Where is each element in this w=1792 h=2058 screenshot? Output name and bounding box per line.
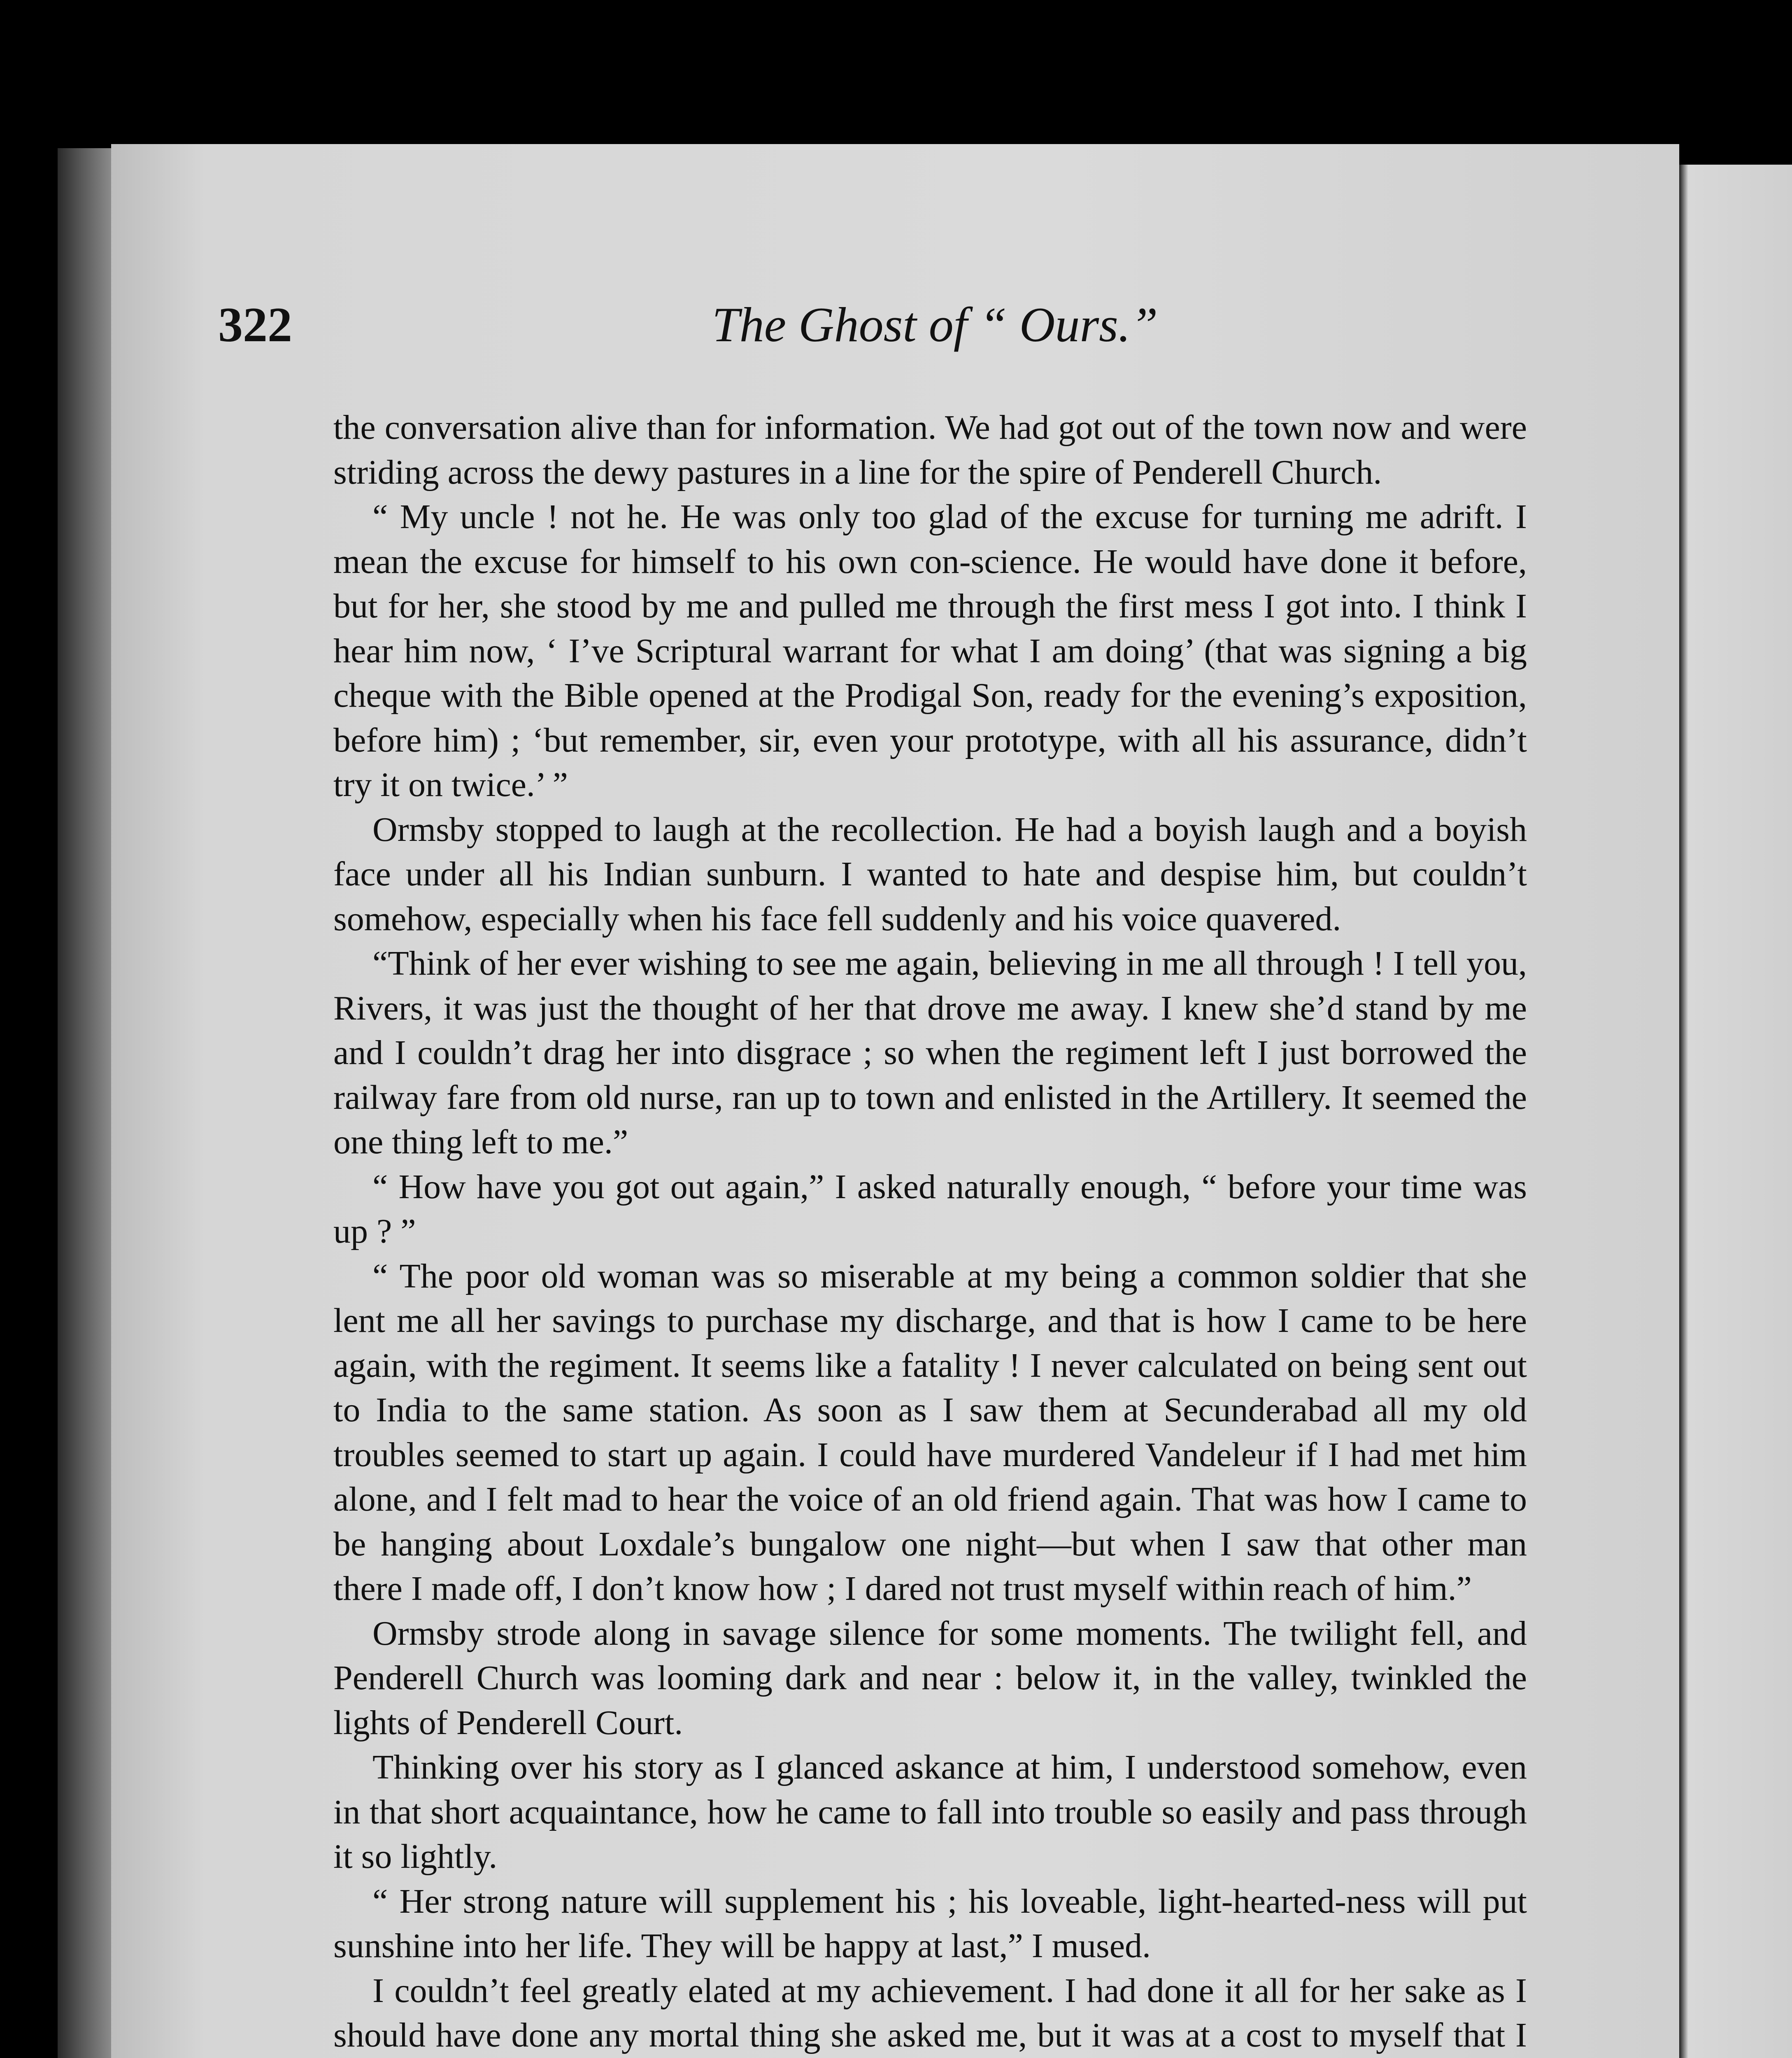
paragraph: Ormsby strode along in savage silence for some moments. The twilight fell, and Penderell Church was looming dark and near : below it, in the valley, twinkled the lights of Penderell Court.	[333, 1614, 1527, 1742]
paragraph: “ How have you got out again,” I asked naturally enough, “ before your time was up ? ”	[333, 1167, 1527, 1250]
paragraph: Thinking over his story as I glanced askance at him, I understood somehow, even in that short acquaintance, how he came to fall into trouble so easily and pass through it so lightly.	[333, 1748, 1527, 1876]
body-text	[333, 405, 1527, 2058]
paragraph: “ The poor old woman was so miserable at my being a common soldier that she lent me all her savings to purchase my discharge, and that is how I came to be here again, with the regiment. It seems like a fatality ! I never calculated on being sent out to India to the same station. As soon as I saw them at Secunderabad all my old troubles seemed to start up again. I could have murdered Vandeleur if I had met him alone, and I felt mad to hear the voice of an old friend again. That was how I came to be hanging about Loxdale’s bungalow one night—but when I saw that other man there I made off, I don’t know how ; I dared not trust myself within reach of him.”	[333, 1257, 1527, 1608]
paragraph: “ My uncle ! not he. He was only too glad of the excuse for turning me adrift. I mean the excuse for himself to his own con-science. He would have done it before, but for her, she stood by me and pulled me through the first mess I got into. I think I hear him now, ‘ I’ve Scriptural warrant for what I am doing’ (that was signing a big cheque with the Bible opened at the Prodigal Son, ready for the evening’s exposition, before him) ; ‘but remember, sir, even your prototype, with all his assurance, didn’t try it on twice.’ ”	[333, 498, 1527, 804]
paragraph: Ormsby stopped to laugh at the recollection. He had a boyish laugh and a boyish face under all his Indian sunburn. I wanted to hate and despise him, but couldn’t somehow, especially when his face fell suddenly and his voice quavered.	[333, 810, 1527, 938]
running-title: The Ghost of “ Ours.”	[712, 297, 1158, 352]
page-header	[218, 296, 1535, 362]
facing-page-edge	[1679, 165, 1792, 2058]
paragraph: “Think of her ever wishing to see me again, believing in me all through ! I tell you, Rivers, it was just the thought of her that drove me away. I knew she’d stand by me and I couldn’t drag her into disgrace ; so when the regiment left I just borrowed the railway fare from old nurse, ran up to town and enlisted in the Artillery. It seemed the one thing left to me.”	[333, 944, 1527, 1161]
paragraph: I couldn’t feel greatly elated at my achievement. I had done it all for her sake as I should have done any mortal thing she asked me, but it was at a cost to myself that I	[333, 1971, 1527, 2054]
paragraph: the conversation alive than for information. We had got out of the town now and were striding across the dewy pastures in a line for the spire of Penderell Church.	[333, 408, 1527, 491]
paragraph: “ Her strong nature will supplement his ; his loveable, light-hearted-ness will put sunshine into her life. They will be happy at last,” I mused.	[333, 1882, 1527, 1965]
book-spine	[58, 148, 119, 2058]
page-number: 322	[218, 297, 292, 352]
